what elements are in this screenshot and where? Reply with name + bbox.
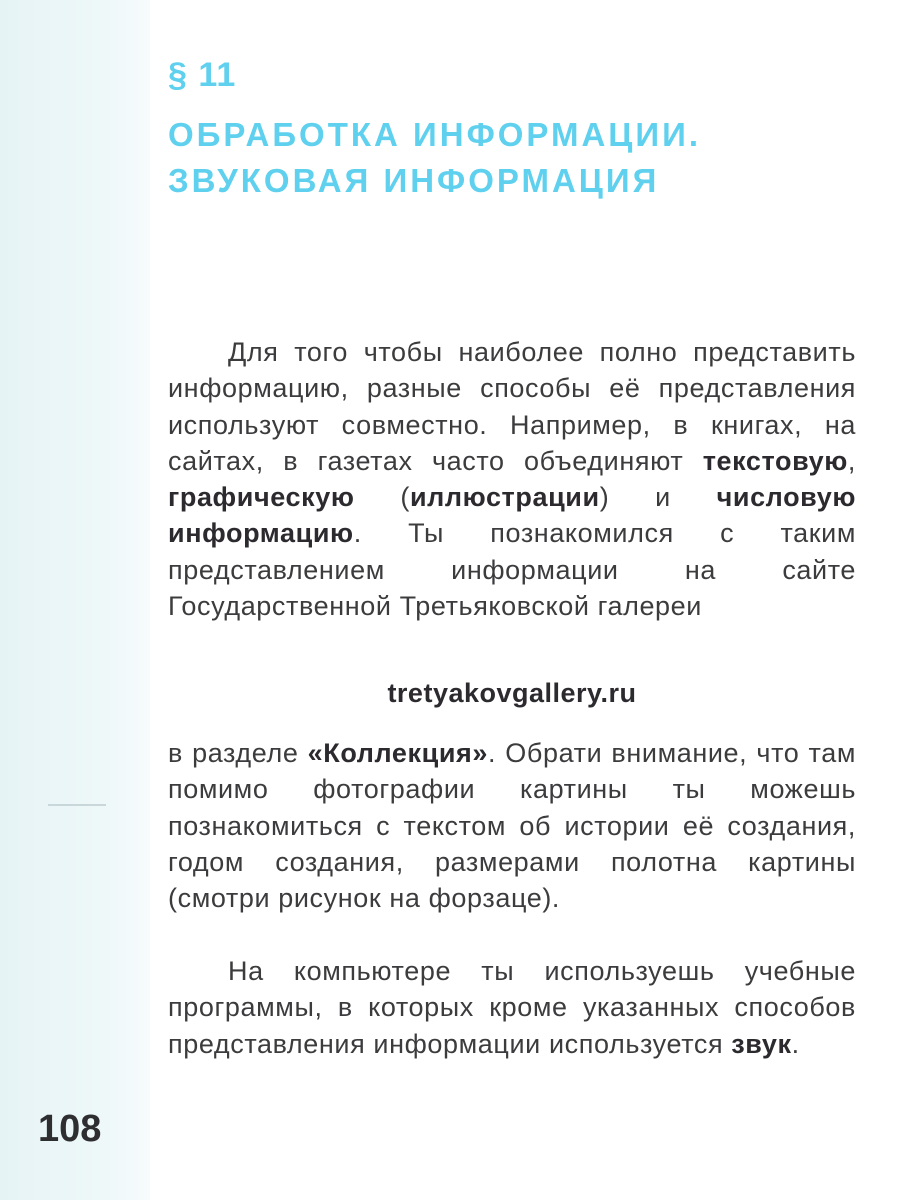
p3-bold-sound: звук bbox=[731, 1028, 792, 1059]
p1-text-2: , bbox=[847, 445, 856, 476]
paragraph-2 bbox=[168, 735, 856, 916]
p1-bold-text: текстовую bbox=[702, 445, 848, 476]
p1-text-5: . Ты познакомился с таким представлением информации на сайте Государственной Третьяковской галереи bbox=[168, 518, 856, 622]
section-title-line-2: ЗВУКОВАЯ ИНФОРМАЦИЯ bbox=[168, 162, 660, 199]
p2-text-2: . Обрати внимание, что там помимо фотографии картины ты можешь познакомиться с текстом об истории её создания, годом создания, размерами полотна картины (смотри рисунок на форзаце). bbox=[168, 738, 856, 914]
p1-bold-graphic: графическую bbox=[168, 482, 355, 513]
p1-text-4: ) и bbox=[599, 482, 717, 513]
p2-text-1: в разделе bbox=[168, 738, 308, 768]
margin-line bbox=[48, 804, 106, 806]
gallery-url: tretyakovgallery.ru bbox=[387, 678, 637, 708]
p1-text-3: ( bbox=[354, 482, 410, 513]
page-margin-strip bbox=[0, 0, 150, 1200]
p1-bold-illustrations: иллюстрации bbox=[409, 482, 600, 513]
page-number: 108 bbox=[38, 1108, 102, 1150]
section-number: § 11 bbox=[168, 56, 237, 94]
paragraph-1 bbox=[168, 334, 856, 624]
p2-bold-collection: «Коллекция» bbox=[307, 738, 489, 768]
p1-bold-numeric: числовую информацию bbox=[168, 482, 856, 549]
p3-text-1: На компьютере ты используешь учебные программы, в которых кроме указанных способов представления информации используется bbox=[168, 956, 856, 1059]
section-title-line-1: ОБРАБОТКА ИНФОРМАЦИИ. bbox=[168, 116, 702, 153]
p3-text-2: . bbox=[791, 1028, 800, 1059]
p1-text-1: Для того чтобы наиболее полно представить информацию, разные способы её представления используют совместно. Например, в книгах, на сайтах, в газетах часто объединяют bbox=[168, 337, 856, 476]
section-title bbox=[168, 112, 701, 204]
paragraph-3 bbox=[168, 953, 856, 1062]
